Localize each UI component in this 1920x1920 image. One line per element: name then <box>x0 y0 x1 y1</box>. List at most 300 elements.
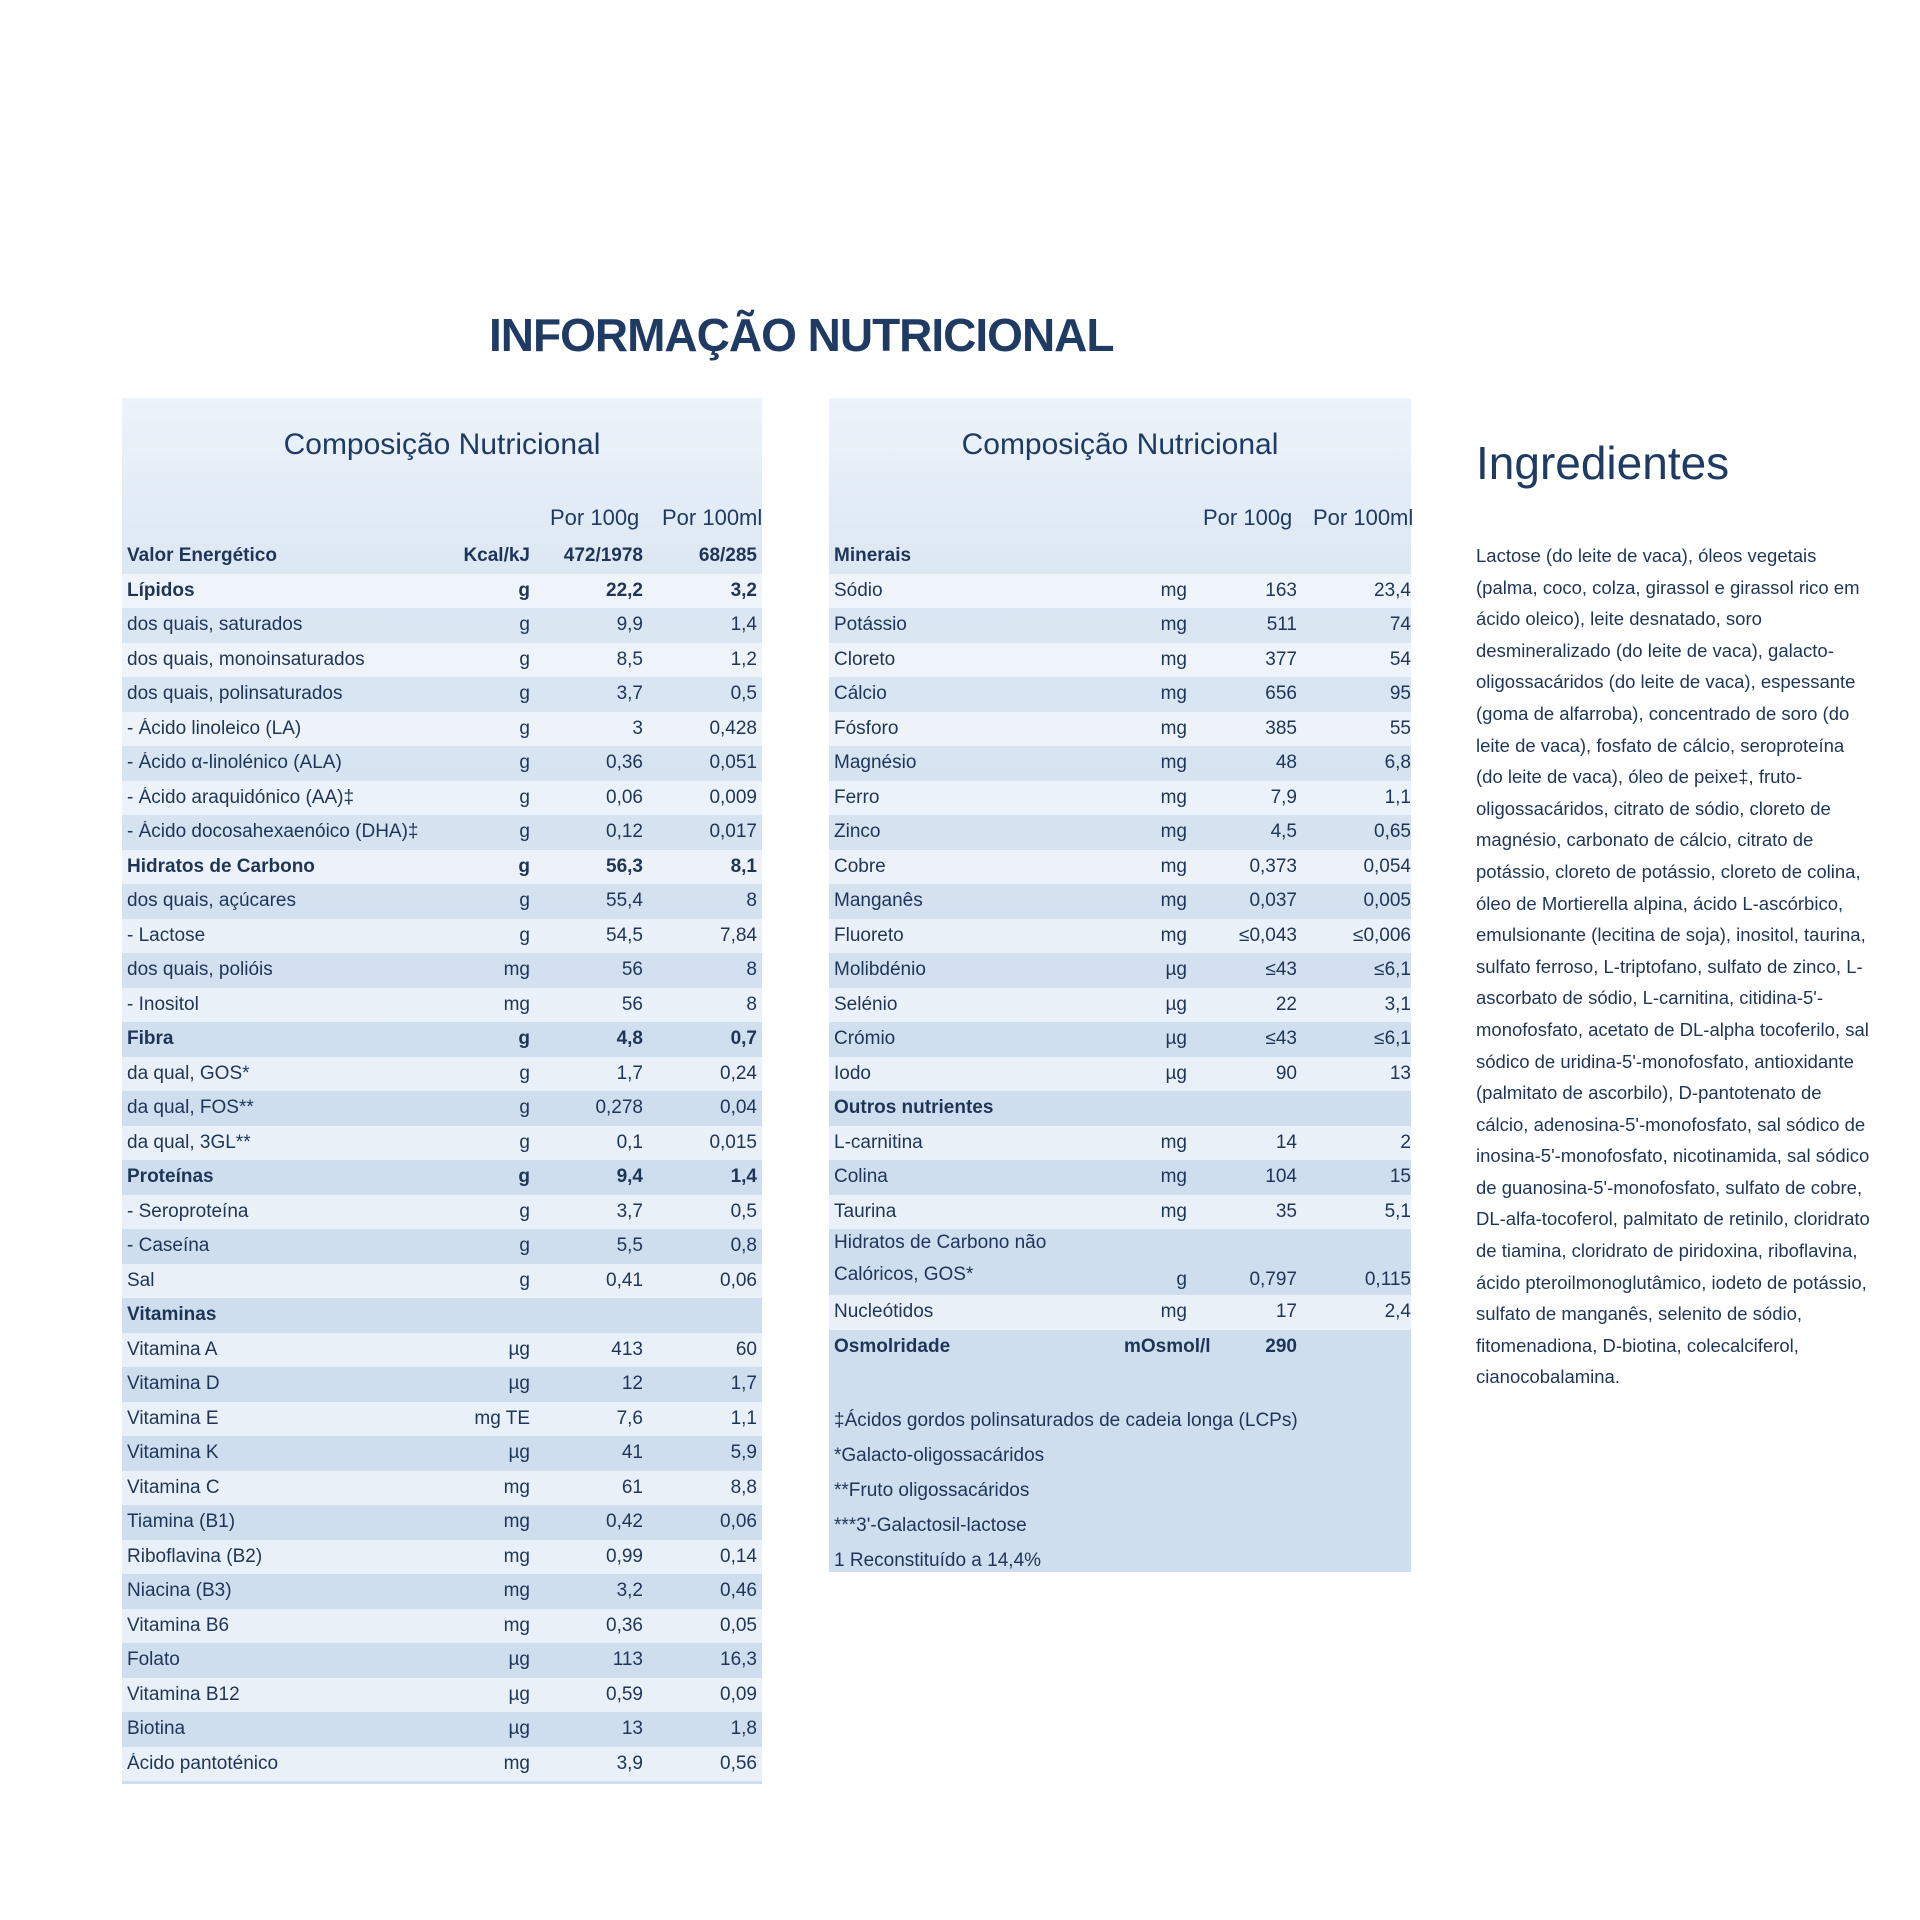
nutrient-name: Proteínas <box>127 1166 214 1188</box>
nutrient-name: dos quais, polinsaturados <box>127 683 343 705</box>
nutrient-name: Colina <box>834 1166 888 1188</box>
nutrient-name: - Inositol <box>127 993 199 1015</box>
value-per-100g: 0,278 <box>595 1097 643 1119</box>
nutrient-name: Osmolridade <box>834 1335 951 1357</box>
nutrient-name: Cobre <box>834 855 886 877</box>
nutrient-name: Minerais <box>834 545 912 567</box>
nutrient-name: Taurina <box>834 1200 897 1222</box>
table-row <box>829 712 1411 747</box>
table-row <box>122 781 762 816</box>
value-per-100ml: 0,09 <box>720 1683 757 1705</box>
unit-cell: µg <box>1165 959 1187 981</box>
value-per-100g: 4,5 <box>1270 821 1297 843</box>
value-per-100ml: 15 <box>1389 1166 1411 1188</box>
unit-cell: g <box>519 648 530 670</box>
value-per-100g: ≤0,043 <box>1239 924 1297 946</box>
table-row <box>122 919 762 954</box>
unit-cell: mg <box>503 1511 530 1533</box>
unit-cell: mg <box>1160 890 1187 912</box>
value-per-100g: 3,9 <box>616 1752 643 1774</box>
unit-cell: mg <box>503 1545 530 1567</box>
unit-cell: g <box>1176 1269 1187 1290</box>
table-row <box>829 988 1411 1023</box>
value-per-100g: 3 <box>632 717 643 739</box>
panel-title: Composição Nutricional <box>961 428 1279 461</box>
nutrient-name: Fósforo <box>834 717 899 739</box>
value-per-100ml: 0,56 <box>720 1752 757 1774</box>
nutrition-rows <box>122 539 762 1781</box>
value-per-100g: 163 <box>1265 579 1297 601</box>
unit-cell: g <box>519 717 530 739</box>
value-per-100ml: 7,84 <box>720 924 757 946</box>
footnote: ***3'-Galactosil-lactose <box>834 1515 1027 1536</box>
table-row <box>829 815 1411 850</box>
panel-title: Composição Nutricional <box>283 428 601 461</box>
table-row <box>122 1643 762 1678</box>
value-per-100ml: ≤6,1 <box>1374 959 1411 981</box>
value-per-100g: 9,9 <box>616 614 643 636</box>
value-per-100ml: 0,051 <box>709 752 757 774</box>
table-row <box>829 1195 1411 1230</box>
value-per-100g: 0,037 <box>1249 890 1297 912</box>
nutrient-name: Nucleótidos <box>834 1301 934 1323</box>
value-per-100g: ≤43 <box>1265 959 1297 981</box>
table-row <box>829 539 1411 574</box>
value-per-100ml: 68/285 <box>698 545 757 567</box>
unit-cell: mg <box>1160 1131 1187 1153</box>
unit-cell: mg <box>1160 579 1187 601</box>
column-header-per-100g: Por 100g <box>1203 505 1293 530</box>
value-per-100ml: 3,2 <box>730 579 757 601</box>
nutrient-name: Selénio <box>834 993 898 1015</box>
table-row <box>122 1540 762 1575</box>
nutrient-name: Zinco <box>834 821 881 843</box>
value-per-100g: 3,7 <box>616 683 643 705</box>
table-row <box>122 574 762 609</box>
table-row <box>122 1057 762 1092</box>
value-per-100ml: 0,65 <box>1374 821 1411 843</box>
unit-cell: g <box>519 1269 530 1291</box>
table-row <box>829 1057 1411 1092</box>
value-per-100g: 12 <box>621 1373 643 1395</box>
table-row <box>829 1022 1411 1057</box>
value-per-100ml: 23,4 <box>1374 579 1411 601</box>
unit-cell: mg <box>1160 786 1187 808</box>
table-row <box>122 953 762 988</box>
value-per-100g: 0,797 <box>1249 1269 1297 1290</box>
unit-cell: g <box>519 1235 530 1257</box>
unit-cell: mg <box>503 1476 530 1498</box>
nutrient-name: Valor Energético <box>127 545 277 567</box>
unit-cell: mg <box>1160 683 1187 705</box>
table-row <box>122 1505 762 1540</box>
unit-cell: mg <box>1160 1200 1187 1222</box>
value-per-100ml: 0,017 <box>709 821 757 843</box>
value-per-100g: 22 <box>1275 993 1297 1015</box>
value-per-100ml: 8 <box>746 993 757 1015</box>
nutrient-name: da qual, GOS* <box>127 1062 250 1084</box>
table-row <box>122 1298 762 1333</box>
value-per-100g: 0,42 <box>606 1511 643 1533</box>
nutrient-name: L-carnitina <box>834 1131 923 1153</box>
nutrient-name: Vitamina B12 <box>127 1683 240 1705</box>
value-per-100g: 0,41 <box>606 1269 643 1291</box>
nutrient-name: - Caseína <box>127 1235 210 1257</box>
nutrient-name: Cloreto <box>834 648 896 670</box>
value-per-100g: 22,2 <box>606 579 643 601</box>
value-per-100g: 0,99 <box>606 1545 643 1567</box>
value-per-100ml: 55 <box>1389 717 1411 739</box>
table-row <box>829 1091 1411 1126</box>
unit-cell: mg <box>503 993 530 1015</box>
value-per-100ml: 6,8 <box>1384 752 1411 774</box>
unit-cell: mg <box>503 1752 530 1774</box>
value-per-100g: 41 <box>621 1442 643 1464</box>
table-row <box>829 884 1411 919</box>
value-per-100ml: 0,005 <box>1363 890 1411 912</box>
value-per-100g: 35 <box>1275 1200 1297 1222</box>
value-per-100g: 9,4 <box>616 1166 643 1188</box>
nutrient-name: Sal <box>127 1269 155 1291</box>
nutrient-name: Fluoreto <box>834 924 904 946</box>
nutrient-name: Vitaminas <box>127 1304 217 1326</box>
value-per-100ml: 8,1 <box>730 855 757 877</box>
value-per-100ml: 0,7 <box>730 1028 757 1050</box>
unit-cell: mg <box>503 1614 530 1636</box>
unit-cell: g <box>519 1097 530 1119</box>
table-row <box>829 574 1411 609</box>
unit-cell: g <box>519 821 530 843</box>
table-row <box>122 850 762 885</box>
unit-cell: mg <box>1160 1301 1187 1323</box>
nutrient-name: Hidratos de Carbono <box>127 855 315 877</box>
unit-cell: mg <box>1160 717 1187 739</box>
nutrient-name: Vitamina A <box>127 1338 218 1360</box>
table-row <box>829 1229 1411 1295</box>
nutrient-name: Hidratos de Carbono não Calóricos, GOS* <box>834 1232 1047 1285</box>
value-per-100g: 56 <box>621 993 643 1015</box>
nutrient-name: Ácido pantoténico <box>127 1752 279 1774</box>
value-per-100g: 1,7 <box>616 1062 643 1084</box>
unit-cell: mg <box>503 1580 530 1602</box>
unit-cell: mg TE <box>474 1407 530 1429</box>
column-header-per-100ml: Por 100ml <box>1313 505 1414 530</box>
value-per-100ml: ≤0,006 <box>1353 924 1411 946</box>
value-per-100ml: 54 <box>1389 648 1411 670</box>
table-row <box>122 1022 762 1057</box>
value-per-100g: 0,59 <box>606 1683 643 1705</box>
table-row <box>122 1264 762 1299</box>
value-per-100ml: 0,115 <box>1364 1269 1411 1290</box>
nutrient-name: Lípidos <box>127 579 195 601</box>
unit-cell: mg <box>1160 648 1187 670</box>
table-row <box>829 953 1411 988</box>
unit-cell: g <box>519 1200 530 1222</box>
unit-cell: g <box>519 683 530 705</box>
nutrient-name: Vitamina E <box>127 1407 219 1429</box>
value-per-100g: 511 <box>1266 614 1297 636</box>
footnote: ‡Ácidos gordos polinsaturados de cadeia longa (LCPs) <box>834 1410 1298 1431</box>
unit-cell: g <box>519 1131 530 1153</box>
value-per-100ml: 1,8 <box>730 1718 757 1740</box>
value-per-100g: 13 <box>621 1718 643 1740</box>
table-row <box>122 1160 762 1195</box>
unit-cell: µg <box>508 1442 530 1464</box>
unit-cell: g <box>518 1028 530 1050</box>
value-per-100g: 7,6 <box>616 1407 643 1429</box>
value-per-100ml: 2 <box>1400 1131 1411 1153</box>
table-row <box>122 746 762 781</box>
nutrient-name: Biotina <box>127 1718 186 1740</box>
value-per-100g: 55,4 <box>606 890 643 912</box>
value-per-100ml: 0,06 <box>720 1511 757 1533</box>
value-per-100g: 104 <box>1265 1166 1297 1188</box>
value-per-100g: 56 <box>621 959 643 981</box>
nutrient-name: - Ácido linoleico (LA) <box>127 717 302 739</box>
value-per-100ml: 5,1 <box>1384 1200 1411 1222</box>
unit-cell: g <box>518 1166 530 1188</box>
nutrient-name: Outros nutrientes <box>834 1097 994 1119</box>
value-per-100ml: 8 <box>746 959 757 981</box>
nutrient-name: dos quais, monoinsaturados <box>127 648 365 670</box>
value-per-100g: 7,9 <box>1270 786 1297 808</box>
unit-cell: g <box>519 1062 530 1084</box>
unit-cell: µg <box>508 1338 530 1360</box>
nutrient-name: Niacina (B3) <box>127 1580 232 1602</box>
table-row <box>122 608 762 643</box>
nutrient-name: Molibdénio <box>834 959 926 981</box>
nutrient-name: Manganês <box>834 890 923 912</box>
value-per-100g: 0,12 <box>606 821 643 843</box>
nutrient-name: Potássio <box>834 614 907 636</box>
ingredients-title: Ingredientes <box>1476 437 1730 489</box>
unit-cell: g <box>519 752 530 774</box>
value-per-100ml: 0,05 <box>720 1614 757 1636</box>
value-per-100ml: 8 <box>746 890 757 912</box>
ingredients-text: Lactose (do leite de vaca), óleos vegetais (palma, coco, colza, girassol e girassol rico em ácido oleico), leite desnatado, soro desmineralizado (do leite de vaca), galacto-oligossacáridos (do leite de vaca), espessante (goma de alfarroba), concentrado de soro (do leite de vaca), fosfato de cálcio, seroproteína (do leite de vaca), óleo de peixe‡, fruto-oligossacáridos, citrato de sódio, cloreto de magnésio, carbonato de cálcio, citrato de potássio, cloreto de potássio, cloreto de colina, óleo de Mortierella alpina, ácido L-ascórbico, emulsionante (lecitina de soja), inositol, taurina, sulfato ferroso, L-triptofano, sulfato de zinco, L-ascorbato de sódio, L-carnitina, citidina-5'-monofosfato, acetato de DL-alpha tocoferilo, sal sódico de uridina-5'-monofosfato, antioxidante (palmitato de ascorbilo), D-pantotenato de cálcio, adenosina-5'-monofosfato, sal sódico de inosina-5'-monofosfato, nicotinamida, sal sódico de guanosina-5'-monofosfato, sulfato de cobre, DL-alfa-tocoferol, palmitato de retinilo, cloridrato de tiamina, cloridrato de piridoxina, riboflavina, ácido pteroilmonoglutâmico, iodeto de potássio, sulfato de manganês, selenito de sódio, fitomenadiona, D-biotina, colecalciferol, cianocobalamina. <box>1476 545 1870 1388</box>
value-per-100g: 3,2 <box>616 1580 643 1602</box>
nutrient-name: Folato <box>127 1649 180 1671</box>
column-header-per-100g: Por 100g <box>550 505 640 530</box>
nutrient-name: Cálcio <box>834 683 887 705</box>
table-row <box>829 1126 1411 1161</box>
nutrition-rows <box>829 539 1411 1364</box>
table-row <box>829 1295 1411 1330</box>
nutrition-panel-left <box>122 398 762 1784</box>
value-per-100ml: 0,5 <box>730 683 757 705</box>
value-per-100g: 0,06 <box>606 786 643 808</box>
table-row <box>829 677 1411 712</box>
value-per-100ml: 0,04 <box>720 1097 757 1119</box>
table-row <box>122 1229 762 1264</box>
value-per-100ml: 1,1 <box>1384 786 1411 808</box>
unit-cell: µg <box>508 1683 530 1705</box>
value-per-100g: 48 <box>1275 752 1297 774</box>
unit-cell: Kcal/kJ <box>463 545 530 567</box>
value-per-100g: 385 <box>1265 717 1297 739</box>
table-row <box>122 1574 762 1609</box>
value-per-100g: ≤43 <box>1265 1028 1297 1050</box>
value-per-100ml: 0,8 <box>730 1235 757 1257</box>
nutrient-name: Iodo <box>834 1062 871 1084</box>
table-row <box>122 1195 762 1230</box>
value-per-100g: 3,7 <box>616 1200 643 1222</box>
nutrient-name: Riboflavina (B2) <box>127 1545 263 1567</box>
value-per-100ml: 0,054 <box>1363 855 1411 877</box>
nutrient-name: Ferro <box>834 786 880 808</box>
value-per-100ml: 1,7 <box>730 1373 757 1395</box>
value-per-100g: 0,373 <box>1249 855 1297 877</box>
value-per-100ml: 0,06 <box>720 1269 757 1291</box>
value-per-100g: 472/1978 <box>563 545 643 567</box>
nutrition-panel-right <box>829 398 1414 1572</box>
nutrient-name: Vitamina B6 <box>127 1614 230 1636</box>
value-per-100ml: 1,1 <box>730 1407 757 1429</box>
value-per-100g: 377 <box>1265 648 1297 670</box>
value-per-100g: 0,36 <box>606 1614 643 1636</box>
unit-cell: mg <box>1160 752 1187 774</box>
value-per-100ml: 0,428 <box>709 717 757 739</box>
table-row <box>829 643 1411 678</box>
unit-cell: µg <box>1165 993 1187 1015</box>
table-row <box>829 1160 1411 1195</box>
page-title: INFORMAÇÃO NUTRICIONAL <box>489 309 1114 361</box>
value-per-100ml: 0,14 <box>720 1545 757 1567</box>
unit-cell: µg <box>1165 1062 1187 1084</box>
value-per-100ml: 8,8 <box>730 1476 757 1498</box>
table-row <box>829 746 1411 781</box>
value-per-100g: 290 <box>1265 1335 1297 1357</box>
value-per-100ml: 5,9 <box>730 1442 757 1464</box>
nutrient-name: dos quais, saturados <box>127 614 303 636</box>
value-per-100g: 656 <box>1265 683 1297 705</box>
value-per-100g: 17 <box>1275 1301 1297 1323</box>
value-per-100ml: 2,4 <box>1384 1301 1411 1323</box>
value-per-100ml: 13 <box>1389 1062 1411 1084</box>
table-row <box>829 1330 1411 1365</box>
nutrient-name: da qual, FOS** <box>127 1097 254 1119</box>
table-row <box>122 1609 762 1644</box>
value-per-100ml: ≤6,1 <box>1374 1028 1411 1050</box>
unit-cell: mg <box>1160 1166 1187 1188</box>
value-per-100ml: 95 <box>1389 683 1411 705</box>
column-header-per-100ml: Por 100ml <box>662 505 763 530</box>
value-per-100g: 8,5 <box>616 648 643 670</box>
value-per-100ml: 1,4 <box>730 1166 757 1188</box>
table-row <box>122 1126 762 1161</box>
table-row <box>122 643 762 678</box>
table-row <box>122 1436 762 1471</box>
nutrient-name: - Ácido araquidónico (AA)‡ <box>127 786 355 808</box>
unit-cell: g <box>518 579 530 601</box>
nutrient-name: dos quais, polióis <box>127 959 273 981</box>
footnote: *Galacto-oligossacáridos <box>834 1445 1045 1466</box>
value-per-100g: 5,5 <box>616 1235 643 1257</box>
table-row <box>122 815 762 850</box>
value-per-100g: 56,3 <box>606 855 643 877</box>
unit-cell: µg <box>508 1649 530 1671</box>
nutrient-name: Vitamina C <box>127 1476 220 1498</box>
nutrient-name: Tiamina (B1) <box>127 1511 236 1533</box>
footnote: 1 Reconstituído a 14,4% <box>834 1550 1042 1571</box>
table-row <box>122 1333 762 1368</box>
nutrient-name: Fibra <box>127 1028 174 1050</box>
unit-cell: mg <box>503 959 530 981</box>
value-per-100g: 113 <box>612 1649 643 1671</box>
nutrient-name: - Seroproteína <box>127 1200 249 1222</box>
unit-cell: mg <box>1160 924 1187 946</box>
value-per-100ml: 74 <box>1389 614 1411 636</box>
value-per-100g: 4,8 <box>616 1028 643 1050</box>
unit-cell: mg <box>1160 821 1187 843</box>
table-row <box>829 919 1411 954</box>
value-per-100ml: 0,009 <box>709 786 757 808</box>
unit-cell: µg <box>508 1373 530 1395</box>
unit-cell: g <box>519 786 530 808</box>
table-row <box>122 1471 762 1506</box>
value-per-100g: 61 <box>621 1476 643 1498</box>
value-per-100g: 54,5 <box>606 924 643 946</box>
value-per-100g: 0,1 <box>616 1131 643 1153</box>
table-row <box>122 884 762 919</box>
table-row <box>122 712 762 747</box>
table-row <box>122 988 762 1023</box>
value-per-100ml: 3,1 <box>1384 993 1411 1015</box>
nutrient-name: Vitamina D <box>127 1373 220 1395</box>
value-per-100ml: 60 <box>735 1338 757 1360</box>
value-per-100ml: 0,015 <box>709 1131 757 1153</box>
nutrient-name: - Ácido α-linolénico (ALA) <box>127 752 342 774</box>
value-per-100g: 413 <box>611 1338 643 1360</box>
nutrient-name: - Lactose <box>127 924 206 946</box>
value-per-100g: 90 <box>1275 1062 1297 1084</box>
unit-cell: mg <box>1160 855 1187 877</box>
value-per-100ml: 0,46 <box>720 1580 757 1602</box>
table-row <box>122 1367 762 1402</box>
unit-cell: g <box>519 614 530 636</box>
value-per-100g: 14 <box>1275 1131 1297 1153</box>
footnote: **Fruto oligossacáridos <box>834 1480 1030 1501</box>
nutrient-name: Crómio <box>834 1028 896 1050</box>
nutrient-name: Sódio <box>834 579 883 601</box>
nutrient-name: Magnésio <box>834 752 917 774</box>
table-row <box>122 1678 762 1713</box>
unit-cell: g <box>519 890 530 912</box>
value-per-100g: 0,36 <box>606 752 643 774</box>
table-row <box>122 1091 762 1126</box>
value-per-100ml: 16,3 <box>720 1649 757 1671</box>
unit-cell: mg <box>1160 614 1187 636</box>
table-row <box>122 677 762 712</box>
table-row <box>122 1747 762 1782</box>
nutrient-name: Vitamina K <box>127 1442 219 1464</box>
table-row <box>122 1402 762 1437</box>
unit-cell: mOsmol/l <box>1124 1335 1211 1357</box>
nutrient-name: da qual, 3GL** <box>127 1131 251 1153</box>
nutrient-name: - Ácido docosahexaenóico (DHA)‡ <box>127 821 419 843</box>
table-row <box>122 539 762 574</box>
table-row <box>829 781 1411 816</box>
footnotes <box>834 1403 1298 1578</box>
unit-cell: g <box>518 855 530 877</box>
unit-cell: µg <box>508 1718 530 1740</box>
table-row <box>122 1712 762 1747</box>
unit-cell: g <box>519 924 530 946</box>
table-row <box>829 608 1411 643</box>
unit-cell: µg <box>1165 1028 1187 1050</box>
value-per-100ml: 1,4 <box>730 614 757 636</box>
value-per-100ml: 1,2 <box>730 648 757 670</box>
